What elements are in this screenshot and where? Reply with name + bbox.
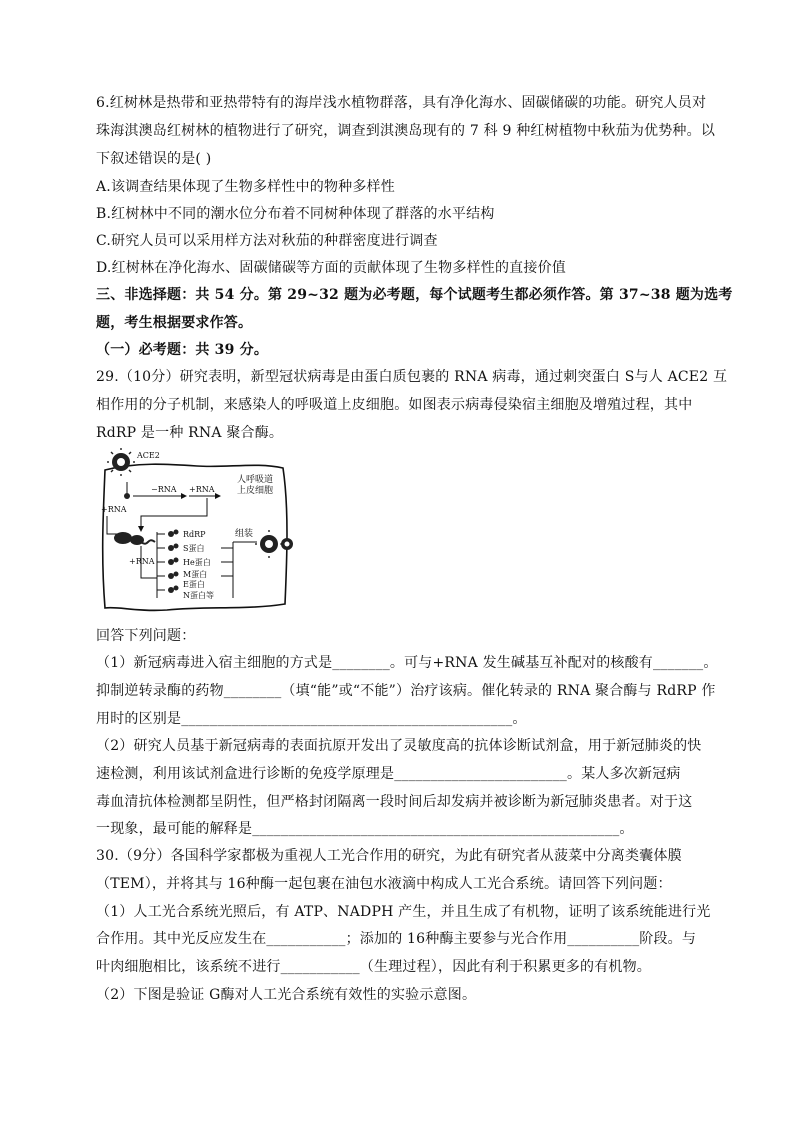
q29-part2-line2: 速检测，利用该试剂盒进行诊断的免疫学原理是________________________。某人多次新冠病: [96, 766, 681, 782]
n-protein-label: N蛋白等: [183, 591, 214, 600]
q6-option-d: D.红树林在净化海水、固碳储碳等方面的贡献体现了生物多样性的直接价值: [96, 260, 566, 276]
q6-option-c: C.研究人员可以采用样方法对秋茄的种群密度进行调查: [96, 233, 438, 249]
q29-stem-line2: 相作用的分子机制，来感染人的呼吸道上皮细胞。如图表示病毒侵染宿主细胞及增殖过程，其中: [96, 397, 693, 413]
section3-heading-line2: 题，考生根据要求作答。: [96, 315, 253, 331]
s-protein-label: S蛋白: [183, 544, 205, 553]
q29-part1-line2: 抑制逆转录酶的药物________（填“能”或“不能”）治疗该病。催化转录的 RNA 聚合酶与 RdRP 作: [96, 683, 716, 699]
q29-stem-line3: RdRP 是一种 RNA 聚合酶。: [96, 425, 284, 441]
he-protein-label: He蛋白: [183, 558, 211, 567]
q29-part1-line1: （1）新冠病毒进入宿主细胞的方式是________。可与+RNA 发生碱基互补配对的核酸有_______。: [96, 655, 718, 671]
virus-icon: [107, 448, 135, 476]
section3-heading-line1: 三、非选择题：共 54 分。第 29~32 题为必考题，每个试题考生都必须作答。第 37~38 题为选考: [96, 287, 733, 303]
m-protein-label: M蛋白: [183, 570, 208, 579]
q29-answer-prompt: 回答下列问题：: [96, 628, 196, 644]
positive-rna-mid-label: +RNA: [129, 557, 155, 566]
q30-stem-line1: 30.（9分）各国科学家都极为重视人工光合作用的研究，为此有研究者从菠菜中分离类囊体膜: [96, 848, 682, 864]
q29-part1-line3: 用时的区别是______________________________________________。: [96, 711, 527, 727]
q30-part1-line3: 叶肉细胞相比，该系统不进行___________（生理过程），因此有利于积累更多的有机物。: [96, 959, 651, 975]
cell-label-line2: 上皮细胞: [237, 486, 274, 496]
q6-option-b: B.红树林中不同的潮水位分布着不同树种体现了群落的水平结构: [96, 206, 495, 222]
ribosome-icon: [114, 532, 155, 545]
q6-stem-line2: 珠海淇澳岛红树林的植物进行了研究，调查到淇澳岛现有的 7 科 9 种红树植物中秋茄为优势种。以: [96, 123, 716, 139]
q29-stem-line1: 29.（10分）研究表明，新型冠状病毒是由蛋白质包裹的 RNA 病毒，通过刺突蛋白 S与人 ACE2 互: [96, 369, 728, 385]
e-protein-label: E蛋白: [183, 580, 205, 589]
virus-infection-diagram: [97, 448, 293, 614]
q29-part2-line3: 毒血清抗体检测都呈阴性，但严格封闭隔离一段时间后却发病并被诊断为新冠肺炎患者。对于这: [96, 794, 693, 810]
q30-part1-line1: （1）人工光合系统光照后，有 ATP、NADPH 产生，并且生成了有机物，证明了该系统能进行光: [96, 904, 711, 920]
required-questions-heading: （一）必考题：共 39 分。: [96, 342, 269, 358]
q29-part2-line4: 一现象，最可能的解释是___________________________________________________。: [96, 821, 634, 837]
released-virus-icon: [281, 538, 293, 550]
cell-label-line1: 人呼吸道: [237, 475, 274, 485]
q30-stem-line2: （TEM），并将其与 16种酶一起包裹在油包水液滴中构成人工光合系统。请回答下列问题：: [96, 876, 672, 892]
q30-part2-line1: （2）下图是验证 G酶对人工光合系统有效性的实验示意图。: [96, 987, 477, 1003]
assembled-virus-icon: [255, 530, 283, 558]
q6-stem-line1: 6.红树林是热带和亚热带特有的海岸浅水植物群落，具有净化海水、固碳储碳的功能。研究人员对: [96, 95, 707, 111]
q6-option-a: A.该调查结果体现了生物多样性中的物种多样性: [96, 179, 395, 195]
negative-rna-label: −RNA: [151, 485, 177, 494]
assemble-label: 组装: [235, 529, 254, 539]
q6-stem-line3: 下叙述错误的是( ): [96, 151, 212, 167]
positive-rna-top-label: +RNA: [189, 485, 215, 494]
positive-rna-left-label: +RNA: [101, 505, 127, 514]
q30-part1-line2: 合作用。其中光反应发生在___________；添加的 16种酶主要参与光合作用__________阶段。与: [96, 931, 697, 947]
ace2-label: ACE2: [137, 451, 160, 460]
rdrp-label: RdRP: [183, 530, 206, 539]
q29-part2-line1: （2）研究人员基于新冠病毒的表面抗原开发出了灵敏度高的抗体诊断试剂盒，用于新冠肺炎的快: [96, 738, 702, 754]
